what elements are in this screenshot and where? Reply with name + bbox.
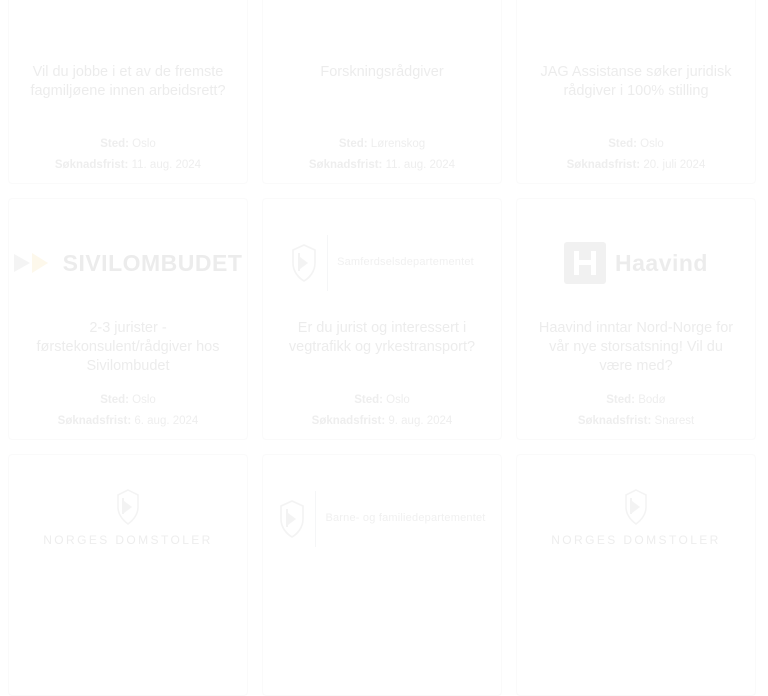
job-place-label: Sted: (608, 138, 637, 150)
job-place (529, 138, 743, 150)
job-place-label: Sted: (100, 394, 129, 406)
job-card[interactable] (516, 454, 756, 696)
company-logo-haavind (529, 215, 743, 311)
job-deadline-label: Søknadsfrist: (311, 415, 386, 427)
job-meta (275, 385, 489, 427)
job-deadline-value: Snarest (654, 415, 695, 427)
job-meta (275, 129, 489, 171)
job-place (275, 394, 489, 406)
job-title: Haavind inntar Nord-Norge for vår nye storsatsning! Vil du være med? (538, 320, 734, 375)
job-card[interactable] (8, 454, 248, 696)
job-place-value: Oslo (132, 394, 156, 406)
job-deadline (529, 415, 743, 427)
job-card[interactable] (262, 198, 502, 440)
norwegian-coat-of-arms-icon (115, 489, 141, 525)
job-place-label: Sted: (100, 138, 129, 150)
job-card[interactable] (8, 0, 248, 184)
logo-divider (327, 235, 328, 291)
logo-divider (315, 491, 316, 547)
job-deadline-label: Søknadsfrist: (566, 159, 641, 171)
job-meta (21, 674, 235, 683)
job-title: 2-3 jurister - førstekonsulent/rådgiver hos Sivilombudet (36, 320, 220, 375)
job-deadline-label: Søknadsfrist: (577, 415, 652, 427)
job-place-value: Oslo (132, 138, 156, 150)
job-card[interactable] (262, 454, 502, 696)
job-title: Er du jurist og interessert i vegtrafikk og yrkestransport? (288, 320, 476, 356)
norwegian-coat-of-arms-icon (290, 243, 318, 283)
job-deadline-label: Søknadsfrist: (57, 415, 132, 427)
job-place-value: Bodø (638, 394, 666, 406)
sivilombudet-wordmark: SIVILOMBUDET (62, 249, 243, 276)
job-deadline-value: 11. aug. 2024 (385, 159, 456, 171)
departement-wordmark: Samferdselsdepartementet (337, 256, 474, 269)
job-place-value: Lørenskog (370, 138, 426, 150)
job-deadline-value: 6. aug. 2024 (134, 415, 199, 427)
job-card[interactable] (516, 198, 756, 440)
company-logo-departement (275, 215, 489, 311)
job-deadline (529, 159, 743, 171)
domstoler-wordmark: NORGES DOMSTOLER (551, 533, 721, 547)
departement-wordmark: Barne- og familiedepartementet (325, 512, 486, 525)
job-place (529, 394, 743, 406)
job-card[interactable] (262, 0, 502, 184)
haavind-mark-icon (564, 242, 606, 284)
job-deadline-label: Søknadsfrist: (54, 159, 129, 171)
company-logo-domstoler (529, 471, 743, 567)
company-logo (275, 0, 489, 55)
company-logo-domstoler (21, 471, 235, 567)
job-deadline (275, 415, 489, 427)
sivilombudet-mark-icon (14, 250, 54, 276)
job-meta (275, 674, 489, 683)
job-deadline-value: 9. aug. 2024 (388, 415, 453, 427)
job-card[interactable] (516, 0, 756, 184)
job-title: JAG Assistanse søker juridisk rådgiver i 100% stilling (540, 64, 732, 100)
job-place (275, 138, 489, 150)
haavind-wordmark: Haavind (615, 249, 708, 276)
job-deadline-label: Søknadsfrist: (308, 159, 383, 171)
domstoler-wordmark: NORGES DOMSTOLER (43, 533, 213, 547)
job-place-value: Oslo (640, 138, 664, 150)
norwegian-coat-of-arms-icon (278, 499, 306, 539)
norwegian-coat-of-arms-icon (623, 489, 649, 525)
job-card[interactable] (8, 198, 248, 440)
company-logo (21, 0, 235, 55)
job-place-value: Oslo (386, 394, 410, 406)
job-title: Vil du jobbe i et av de fremste fagmiljøene innen arbeidsrett? (30, 64, 226, 100)
job-meta (529, 674, 743, 683)
job-deadline (21, 415, 235, 427)
job-card-grid (8, 0, 760, 696)
job-place (21, 138, 235, 150)
company-logo-sivilombudet (21, 215, 243, 311)
job-deadline (275, 159, 489, 171)
job-deadline (21, 159, 235, 171)
job-meta (21, 129, 235, 171)
job-place (21, 394, 235, 406)
job-meta (529, 385, 743, 427)
job-meta (21, 385, 235, 427)
company-logo-departement (275, 471, 489, 567)
job-deadline-value: 20. juli 2024 (643, 159, 706, 171)
job-deadline-value: 11. aug. 2024 (131, 159, 202, 171)
company-logo (529, 0, 743, 55)
job-meta (529, 129, 743, 171)
job-title: Forskningsrådgiver (320, 64, 444, 80)
job-place-label: Sted: (338, 138, 368, 150)
job-place-label: Sted: (606, 394, 636, 406)
job-place-label: Sted: (354, 394, 383, 406)
